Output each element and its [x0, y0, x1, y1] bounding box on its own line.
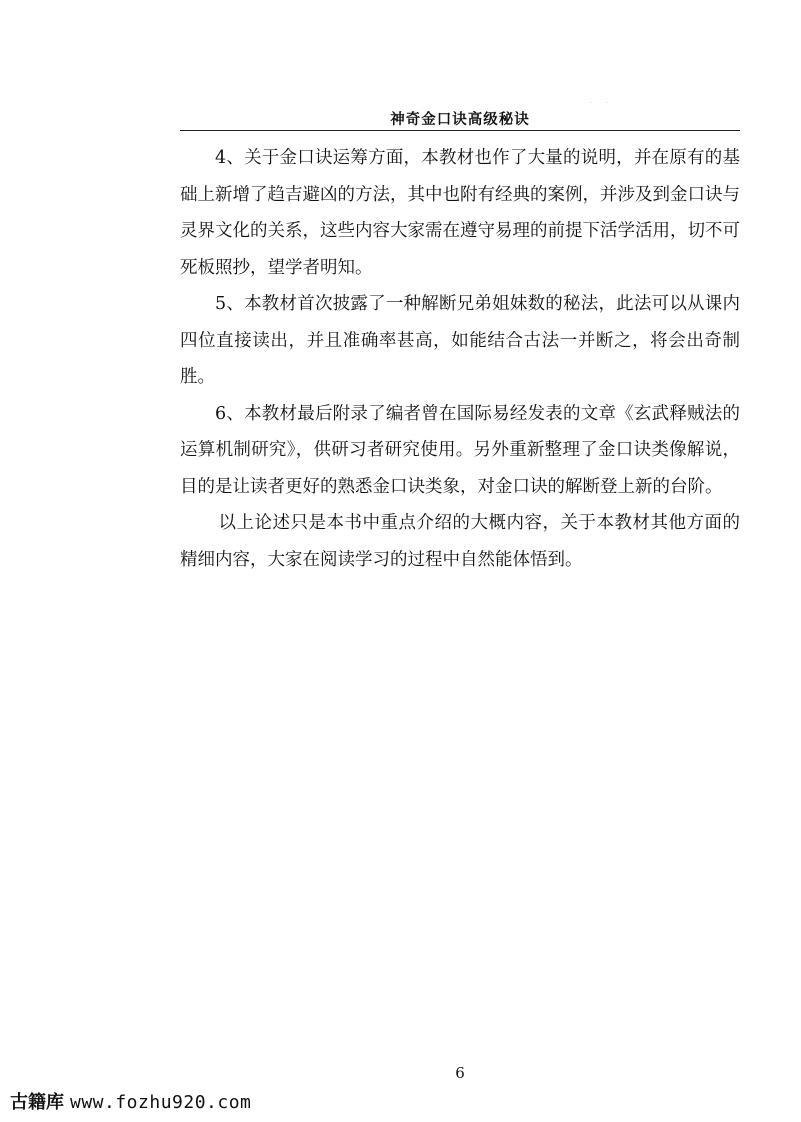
body-text: [180, 140, 740, 578]
scan-speck: · ·: [590, 100, 614, 107]
header-rule: [180, 130, 740, 131]
watermark-site-name: 古籍库: [10, 1092, 64, 1113]
page-number: 6: [455, 1064, 465, 1082]
watermark-url: www.fozhu920.com: [70, 1092, 252, 1113]
paragraph-summary: 以上论述只是本书中重点介绍的大概内容，关于本教材其他方面的精细内容，大家在阅读学习的过程中自然能体悟到。: [180, 513, 740, 570]
watermark: [10, 1088, 251, 1114]
paragraph-5: 5、本教材首次披露了一种解断兄弟姐妹数的秘法，此法可以从课内四位直接读出，并且准确率甚高，如能结合古法一并断之，将会出奇制胜。: [180, 294, 740, 387]
paragraph-6: 6、本教材最后附录了编者曾在国际易经发表的文章《玄武释贼法的运算机制研究》，供研习者研究使用。另外重新整理了金口诀类像解说，目的是让读者更好的熟悉金口诀类象，对金口诀的解断登上新的台阶。: [180, 403, 740, 497]
paragraph-4: 4、关于金口诀运筹方面，本教材也作了大量的说明，并在原有的基础上新增了趋吉避凶的方法，其中也附有经典的案例，并涉及到金口诀与灵界文化的关系，这些内容大家需在遵守易理的前提下活学活用，切不可死板照抄，望学者明知。: [180, 148, 740, 278]
running-title: 神奇金口诀高级秘诀: [390, 112, 530, 128]
